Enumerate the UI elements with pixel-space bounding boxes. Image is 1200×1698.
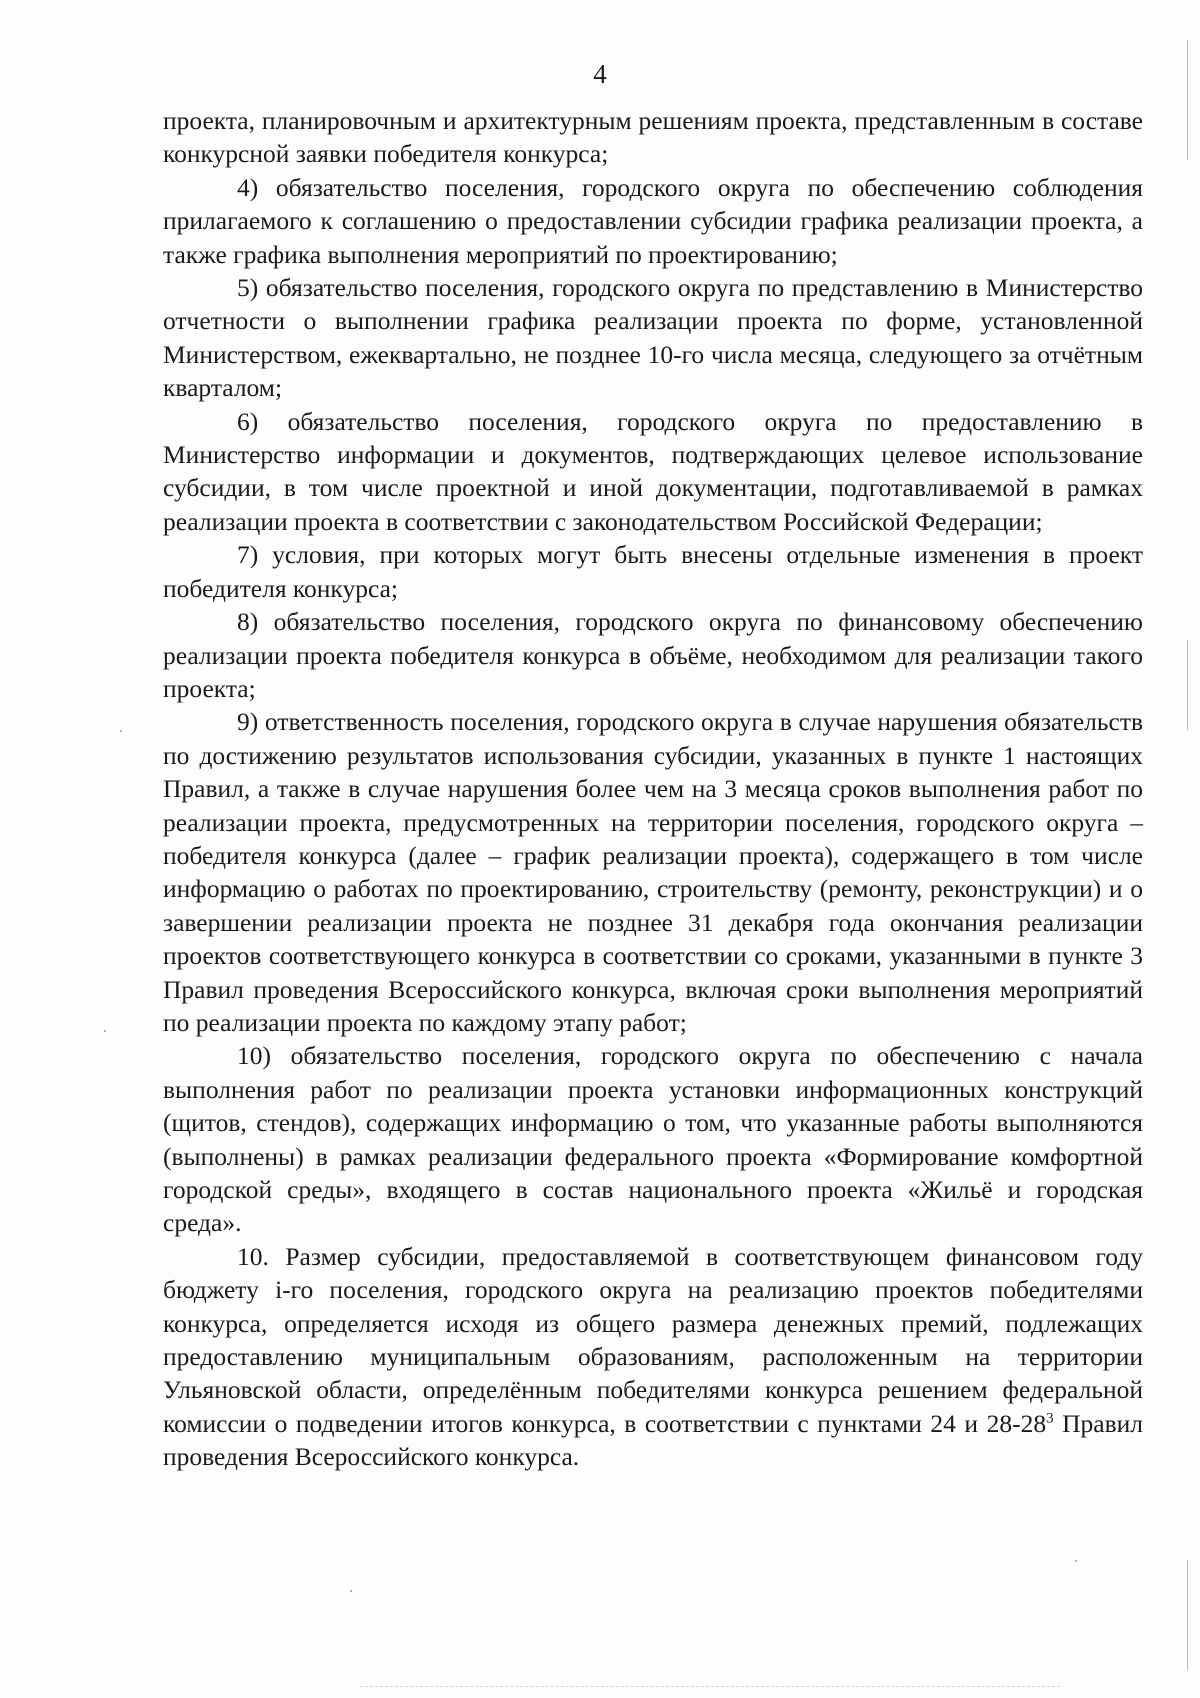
paragraph-item-7: 7) условия, при которых могут быть внесены отдельные изменения в проект победителя конкурса; — [163, 540, 1143, 603]
paragraph-item-10: 10) обязательство поселения, городского округа по обеспечению с начала выполнения работ по реализации проекта установки информационных конструкций (щитов, стендов), содержащих информацию о том, что указанные работы выполняются (выполнены) в рамках реализации федерального проекта «Формирование комфортной городской среды», входящего в состав национального проекта «Жильё и городская среда». — [163, 1041, 1143, 1238]
paragraph-item-8: 8) обязательство поселения, городского округа по финансовому обеспечению реализации проекта победителя конкурса в объёме, необходимом для реализации такого проекта; — [163, 607, 1143, 703]
paragraph-item-5: 5) обязательство поселения, городского округа по представлению в Министерство отчетности о выполнении графика реализации проекта по форме, установленной Министерством, ежеквартально, не позднее 10-го числа месяца, следующего за отчётным кварталом; — [163, 273, 1143, 403]
superscript-index: 3 — [1046, 1410, 1054, 1427]
scan-edge-line — [1187, 40, 1188, 160]
paragraph-item-6: 6) обязательство поселения, городского округа по предоставлению в Министерство информации и документов, подтверждающих целевое использование субсидии, в том числе проектной и иной документации, подготавливаемой в рамках реализации проекта в соответствии с законодательством Российской Федерации; — [163, 406, 1143, 536]
paragraph-point-10-tail: Правил проведения Всероссийского конкурса. — [163, 1408, 1143, 1472]
scan-bottom-artifact — [360, 1686, 1060, 1688]
scan-edge-line — [1187, 1560, 1188, 1670]
paragraph-point-10 — [163, 1240, 1143, 1474]
page-number: 4 — [593, 59, 607, 89]
scan-dust — [104, 1030, 106, 1032]
document-body — [163, 104, 1143, 1474]
scan-dust — [1075, 1560, 1077, 1562]
paragraph-item-9: 9) ответственность поселения, городского округа в случае нарушения обязательств по достижению результатов использования субсидии, указанных в пункте 1 настоящих Правил, а также в случае нарушения более чем на 3 месяца сроков выполнения работ по реализации проекта, предусмотренных на территории поселения, городского округа – победителя конкурса (далее – график реализации проекта), содержащего в том числе информацию о работах по проектированию, строительству (ремонту, реконструкции) и о завершении реализации проекта не позднее 31 декабря года окончания реализации проектов соответствующего конкурса в соответствии со сроками, указанными в пункте 3 Правил проведения Всероссийского конкурса, включая сроки выполнения мероприятий по реализации проекта по каждому этапу работ; — [163, 707, 1143, 1037]
scan-dust — [350, 1590, 352, 1592]
scan-dust — [120, 730, 122, 732]
paragraph-item-4: 4) обязательство поселения, городского округа по обеспечению соблюдения прилагаемого к соглашению о предоставлении субсидии графика реализации проекта, а также графика выполнения мероприятий по проектированию; — [163, 172, 1143, 269]
scan-edge-line — [1187, 640, 1188, 730]
paragraph-continuation: проекта, планировочным и архитектурным решениям проекта, представленным в составе конкурсной заявки победителя конкурса; — [163, 106, 1143, 169]
paragraph-point-10-text: 10. Размер субсидии, предоставляемой в соответствующем финансовом году бюджету i-го поселения, городского округа на реализацию проектов победителями конкурса, определяется исходя из общего размера денежных премий, подлежащих предоставлению муниципальным образованиям, расположенным на территории Ульяновской области, определённым победителями конкурса решением федеральной комиссии о подведении итогов конкурса, в соответствии с пунктами 24 и 28-28 — [163, 1241, 1143, 1438]
